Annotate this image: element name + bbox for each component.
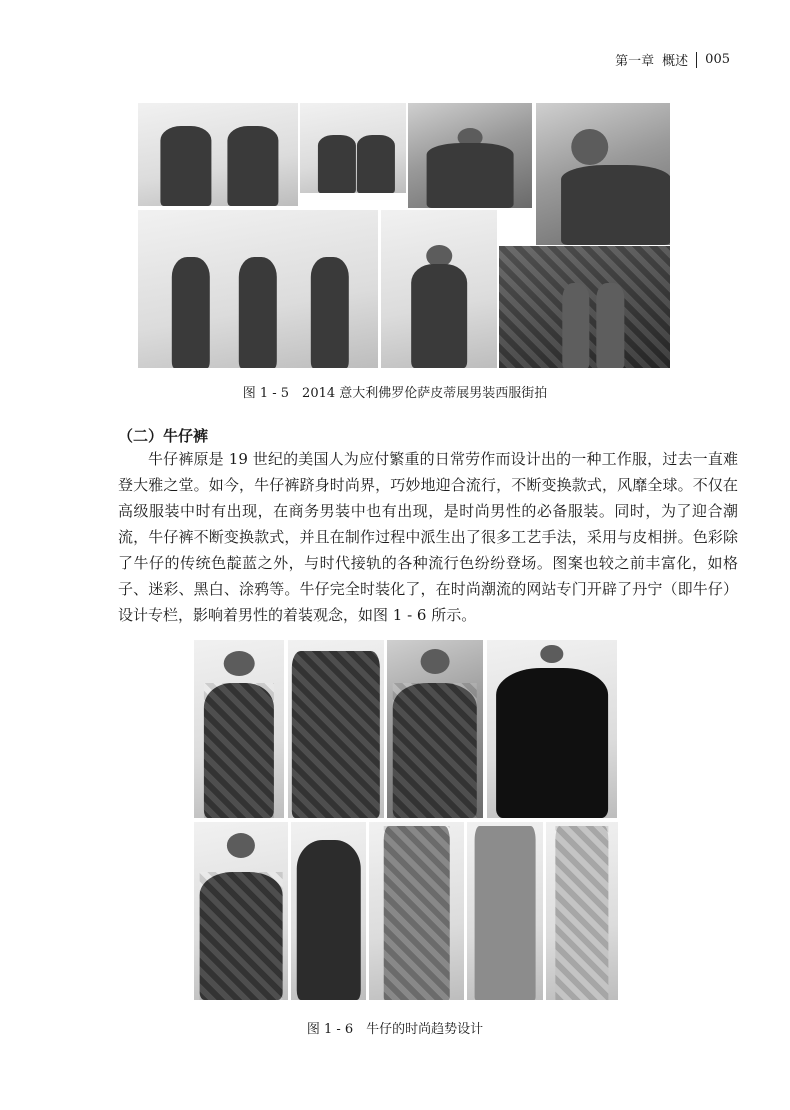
denim-photo-9 [546, 822, 618, 1000]
street-photo-5 [138, 210, 378, 368]
street-photo-6 [381, 210, 497, 368]
street-photo-2 [300, 103, 406, 193]
street-photo-4 [536, 103, 670, 245]
street-photo-3 [408, 103, 532, 208]
denim-photo-1 [194, 640, 284, 818]
figure-1-5-caption: 图 1 - 5 2014 意大利佛罗伦萨皮蒂展男装西服街拍 [242, 386, 548, 401]
street-photo-7 [499, 246, 670, 368]
figure-1-6-caption: 图 1 - 6 牛仔的时尚趋势设计 [306, 1022, 484, 1037]
section-heading: （二）牛仔裤 [118, 427, 209, 445]
body-paragraph: 牛仔裤原是 19 世纪的美国人为应付繁重的日常劳作而设计出的一种工作服，过去一直难登大雅之堂。如今，牛仔裤跻身时尚界，巧妙地迎合流行，不断变换款式，风靡全球。不仅在高级服装中时有出现，在商务男装中也有出现，是时尚男性的必备服装。同时，为了迎合潮流，牛仔裤不断变换款式，并且在制作过程中派生出了很多工艺手法，采用与皮相拼。色彩除了牛仔的传统色靛蓝之外，与时代接轨的各种流行色纷纷登场。图案也较之前丰富化，如格子、迷彩、黑白、涂鸦等。牛仔完全时装化了，在时尚潮流的网站专门开辟了丹宁（即牛仔）设计专栏，影响着男性的着装观念，如图 1 - 6 所示。 [118, 450, 738, 624]
chapter-title: 概述 [662, 54, 689, 69]
denim-photo-4 [487, 640, 617, 818]
header-divider [696, 52, 697, 68]
denim-photo-7 [369, 822, 464, 1000]
denim-photo-3 [387, 640, 483, 818]
denim-photo-8 [467, 822, 543, 1000]
page-number: 005 [705, 52, 730, 67]
body-paragraph-container [118, 446, 738, 628]
page-header [615, 50, 730, 69]
street-photo-1 [138, 103, 298, 206]
denim-photo-6 [291, 822, 366, 1000]
denim-photo-2 [288, 640, 384, 818]
chapter-label: 第一章 [615, 54, 655, 69]
denim-photo-5 [194, 822, 288, 1000]
